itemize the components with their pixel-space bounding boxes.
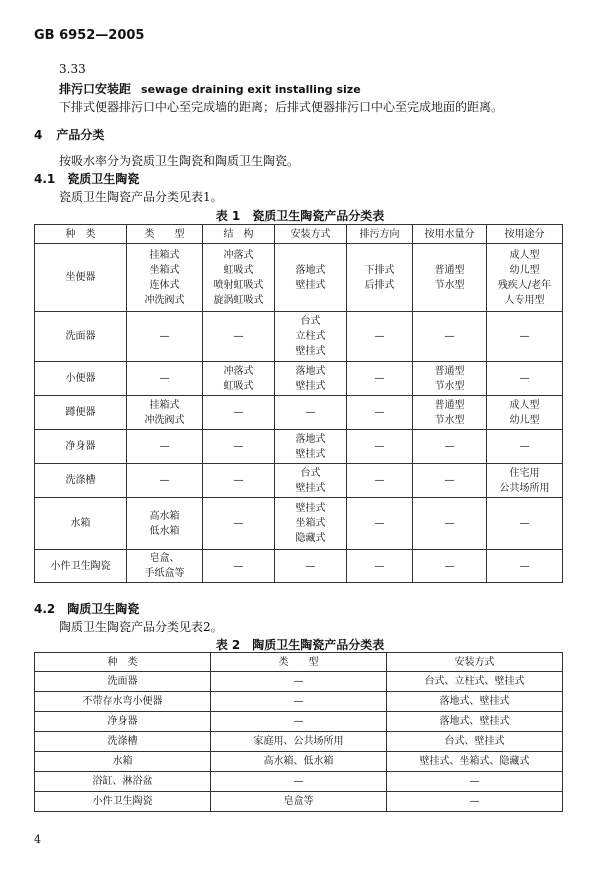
table-cell: 水箱 <box>35 752 211 772</box>
cell-line: — <box>519 518 530 529</box>
table-cell <box>275 244 347 312</box>
table1-header-cell: 安装方式 <box>275 225 347 244</box>
table-cell <box>347 464 413 498</box>
cell-line: 普通型 <box>434 264 465 276</box>
cell-line: — <box>159 331 170 342</box>
section-3-33-body: 下排式便器排污口中心至完成墙的距离；后排式便器排污口中心至完成地面的距离。 <box>59 100 504 114</box>
cell-line: 冲落式 <box>223 365 254 377</box>
table-cell <box>413 312 487 362</box>
table1 <box>34 224 563 583</box>
table-cell <box>35 430 127 464</box>
table-cell: — <box>211 772 387 792</box>
cell-line: 台式 <box>300 316 321 327</box>
cell-line: 净身器 <box>65 441 96 452</box>
cell-line: 下排式 <box>364 264 395 276</box>
table-cell <box>347 550 413 583</box>
cell-line: 连体式 <box>149 279 180 291</box>
table-cell: 皂盒等 <box>211 792 387 812</box>
cell-line: 壁挂式 <box>295 482 326 494</box>
table-cell: — <box>211 672 387 692</box>
cell-line: 小便器 <box>65 373 96 384</box>
cell-line: 壁挂式 <box>295 346 326 357</box>
table-cell <box>347 498 413 550</box>
table-cell <box>487 550 563 583</box>
table-row <box>35 244 563 312</box>
table-cell: 台式、立柱式、壁挂式 <box>387 672 563 692</box>
cell-line: — <box>374 441 385 452</box>
cell-line: — <box>374 331 385 342</box>
cell-line: 节水型 <box>434 380 465 392</box>
table2-caption: 表 2 陶质卫生陶瓷产品分类表 <box>215 638 385 652</box>
cell-line: — <box>519 441 530 452</box>
table-cell: — <box>387 772 563 792</box>
cell-line: — <box>444 331 455 342</box>
table-cell <box>413 396 487 430</box>
table-cell <box>275 362 347 396</box>
table1-header-cell: 结 构 <box>203 225 275 244</box>
table-cell: 净身器 <box>35 712 211 732</box>
table-row <box>35 692 563 712</box>
cell-line: 高水箱 <box>149 510 180 522</box>
table-cell <box>203 396 275 430</box>
cell-line: 后排式 <box>364 279 395 291</box>
table-cell <box>35 498 127 550</box>
table-cell <box>127 464 203 498</box>
cell-line: — <box>159 475 170 486</box>
cell-line: — <box>233 475 244 486</box>
cell-line: 虹吸式 <box>223 380 254 392</box>
cell-line: — <box>159 441 170 452</box>
table-cell <box>203 550 275 583</box>
table-cell <box>413 464 487 498</box>
table-cell <box>35 396 127 430</box>
table-cell <box>347 430 413 464</box>
table-cell: 壁挂式、坐箱式、隐藏式 <box>387 752 563 772</box>
table1-header-cell: 排污方向 <box>347 225 413 244</box>
table-row <box>35 772 563 792</box>
table-row <box>35 312 563 362</box>
section-4-1-body: 瓷质卫生陶瓷产品分类见表1。 <box>59 190 223 204</box>
table-row <box>35 712 563 732</box>
cell-line: 冲洗阀式 <box>144 294 185 306</box>
table-row <box>35 396 563 430</box>
cell-line: 旋涡虹吸式 <box>213 294 264 306</box>
table-cell <box>127 550 203 583</box>
table1-header-row <box>35 225 563 244</box>
table-cell <box>203 362 275 396</box>
cell-line: 普通型 <box>434 365 465 377</box>
term-cn: 排污口安装距 <box>59 82 132 96</box>
table-row <box>35 550 563 583</box>
table-cell <box>347 362 413 396</box>
table-cell <box>275 430 347 464</box>
cell-line: 台式 <box>300 467 321 479</box>
table-row <box>35 430 563 464</box>
cell-line: — <box>519 331 530 342</box>
table-cell: 不带存水弯小便器 <box>35 692 211 712</box>
cell-line: 冲洗阀式 <box>144 414 185 426</box>
cell-line: 人专用型 <box>504 294 545 306</box>
table-cell <box>487 498 563 550</box>
table-cell <box>35 312 127 362</box>
cell-line: — <box>374 475 385 486</box>
table-row <box>35 362 563 396</box>
table-cell <box>127 244 203 312</box>
cell-line: 立柱式 <box>295 331 326 342</box>
table2-header-cell: 安装方式 <box>387 653 563 672</box>
cell-line: 住宅用 <box>509 467 540 479</box>
section-4-body: 按吸水率分为瓷质卫生陶瓷和陶质卫生陶瓷。 <box>59 154 300 168</box>
table1-header-cell: 类 型 <box>127 225 203 244</box>
cell-line: 节水型 <box>434 279 465 291</box>
table-cell <box>487 244 563 312</box>
table-row <box>35 732 563 752</box>
table1-header-cell: 按用途分 <box>487 225 563 244</box>
cell-line: 壁挂式 <box>295 448 326 460</box>
table-cell <box>275 312 347 362</box>
cell-line: 公共场所用 <box>499 482 550 494</box>
table-cell <box>35 362 127 396</box>
cell-line: — <box>444 475 455 486</box>
section-4-heading: 4 产品分类 <box>34 128 105 142</box>
table-cell: 浴缸、淋浴盆 <box>35 772 211 792</box>
table-cell <box>127 362 203 396</box>
cell-line: — <box>374 373 385 384</box>
cell-line: 冲落式 <box>223 249 254 261</box>
cell-line: — <box>519 373 530 384</box>
table-cell <box>275 396 347 430</box>
cell-line: 洗面器 <box>65 331 96 342</box>
section-3-33-title <box>59 80 361 97</box>
cell-line: — <box>233 441 244 452</box>
table-cell: 家庭用、公共场所用 <box>211 732 387 752</box>
table-cell <box>127 396 203 430</box>
table-cell <box>413 244 487 312</box>
cell-line: — <box>305 560 316 572</box>
cell-line: 手纸盒等 <box>144 568 185 579</box>
table-cell <box>203 312 275 362</box>
table1-header-cell: 种 类 <box>35 225 127 244</box>
table-cell: 落地式、壁挂式 <box>387 692 563 712</box>
table-cell: — <box>211 712 387 732</box>
table-cell: 高水箱、低水箱 <box>211 752 387 772</box>
table-cell <box>347 312 413 362</box>
table-row <box>35 498 563 550</box>
table-cell <box>413 550 487 583</box>
cell-line: 成人型 <box>509 399 540 411</box>
cell-line: — <box>233 560 244 572</box>
cell-line: 节水型 <box>434 414 465 426</box>
cell-line: 洗涤槽 <box>65 475 96 486</box>
table-cell <box>35 464 127 498</box>
table-cell <box>275 550 347 583</box>
table-cell: 洗涤槽 <box>35 732 211 752</box>
table2-header-row <box>35 653 563 672</box>
cell-line: 水箱 <box>70 518 91 529</box>
cell-line: 坐便器 <box>65 272 96 283</box>
cell-line: — <box>444 560 455 572</box>
table-cell <box>347 396 413 430</box>
table-row <box>35 464 563 498</box>
cell-line: 挂箱式 <box>149 249 180 261</box>
table-row <box>35 672 563 692</box>
table-cell: 落地式、壁挂式 <box>387 712 563 732</box>
table-cell <box>127 498 203 550</box>
cell-line: 皂盒、 <box>149 553 180 564</box>
table-cell <box>275 498 347 550</box>
table-row <box>35 792 563 812</box>
table-cell <box>35 550 127 583</box>
table-cell <box>203 430 275 464</box>
table-cell: 小件卫生陶瓷 <box>35 792 211 812</box>
cell-line: 壁挂式 <box>295 279 326 291</box>
table-cell <box>413 498 487 550</box>
table1-caption: 表 1 瓷质卫生陶瓷产品分类表 <box>215 209 385 223</box>
section-4-2-heading: 4.2 陶质卫生陶瓷 <box>34 602 140 616</box>
standard-number: GB 6952—2005 <box>34 28 145 43</box>
cell-line: — <box>374 518 385 529</box>
cell-line: — <box>374 560 385 572</box>
table-cell <box>413 430 487 464</box>
table-cell <box>203 464 275 498</box>
table-cell <box>487 362 563 396</box>
table-cell <box>487 464 563 498</box>
table-cell: 台式、壁挂式 <box>387 732 563 752</box>
table-cell <box>347 244 413 312</box>
cell-line: 坐箱式 <box>149 264 180 276</box>
cell-line: — <box>374 407 385 418</box>
cell-line: 壁挂式 <box>295 503 326 514</box>
cell-line: 坐箱式 <box>295 518 326 529</box>
table-cell: — <box>211 692 387 712</box>
cell-line: — <box>519 560 530 572</box>
table2-header-cell: 类 型 <box>211 653 387 672</box>
table-cell <box>203 244 275 312</box>
term-en: sewage draining exit installing size <box>141 83 361 96</box>
table-cell <box>35 244 127 312</box>
cell-line: 普通型 <box>434 399 465 411</box>
table-cell <box>127 430 203 464</box>
table-cell <box>487 430 563 464</box>
cell-line: 挂箱式 <box>149 399 180 411</box>
cell-line: 蹲便器 <box>65 407 96 418</box>
section-4-2-body: 陶质卫生陶瓷产品分类见表2。 <box>59 620 223 634</box>
cell-line: — <box>305 407 316 418</box>
cell-line: 残疾人/老年 <box>497 279 552 291</box>
table1-header-cell: 按用水量分 <box>413 225 487 244</box>
cell-line: — <box>159 373 170 384</box>
table2-header-cell: 种 类 <box>35 653 211 672</box>
table-cell <box>487 312 563 362</box>
cell-line: 虹吸式 <box>223 264 254 276</box>
cell-line: 落地式 <box>295 365 326 377</box>
cell-line: 落地式 <box>295 433 326 445</box>
table-cell <box>275 464 347 498</box>
table-cell <box>203 498 275 550</box>
cell-line: — <box>444 518 455 529</box>
cell-line: 成人型 <box>509 249 540 261</box>
table-cell: — <box>387 792 563 812</box>
cell-line: 壁挂式 <box>295 380 326 392</box>
page-number: 4 <box>34 833 41 846</box>
cell-line: — <box>233 407 244 418</box>
cell-line: 幼儿型 <box>509 414 540 426</box>
table2 <box>34 652 563 812</box>
table-row <box>35 752 563 772</box>
section-4-1-heading: 4.1 瓷质卫生陶瓷 <box>34 172 140 186</box>
table-cell <box>413 362 487 396</box>
cell-line: 幼儿型 <box>509 264 540 276</box>
cell-line: — <box>233 331 244 342</box>
cell-line: 隐藏式 <box>295 533 326 544</box>
cell-line: 落地式 <box>295 264 326 276</box>
section-3-33-number: 3.33 <box>59 62 86 76</box>
cell-line: — <box>233 518 244 529</box>
table-cell <box>127 312 203 362</box>
cell-line: 喷射虹吸式 <box>213 279 264 291</box>
cell-line: — <box>444 441 455 452</box>
table-cell: 洗面器 <box>35 672 211 692</box>
cell-line: 小件卫生陶瓷 <box>50 560 111 572</box>
table-cell <box>487 396 563 430</box>
cell-line: 低水箱 <box>149 525 180 537</box>
